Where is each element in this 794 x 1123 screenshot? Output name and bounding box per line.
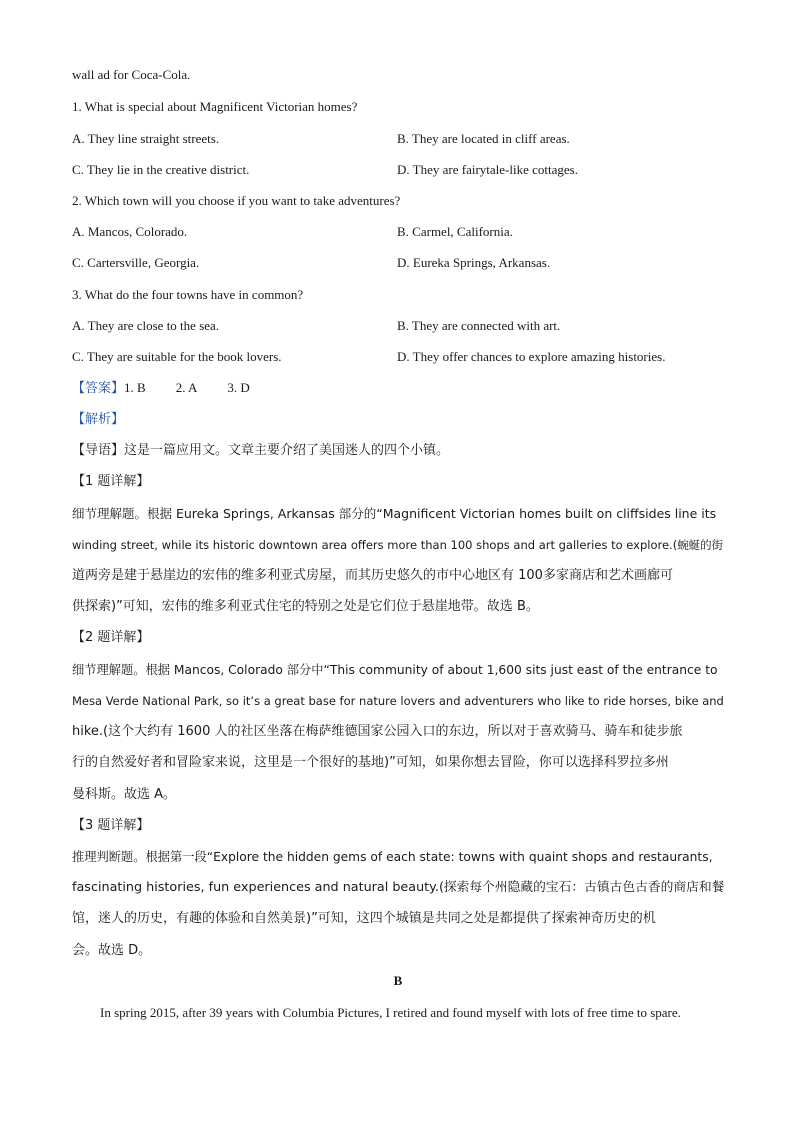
question-3-options-row-2: [72, 348, 724, 366]
question-3-stem: 3. What do the four towns have in common?: [72, 287, 304, 302]
option-3b: B. They are connected with art.: [397, 318, 561, 333]
guide-text: 【导语】这是一篇应用文。文章主要介绍了美国迷人的四个小镇。: [72, 443, 450, 458]
option-1c: C. They lie in the creative district.: [72, 162, 250, 177]
answer-item-1: 1. B: [124, 380, 146, 395]
detail-1-line-2: winding street, while its historic downtown area offers more than 100 shops and art galleries to explore.(蜿蜒的街: [72, 538, 724, 552]
option-1d: D. They are fairytale-like cottages.: [397, 162, 578, 177]
detail-2-line-4: 行的自然爱好者和冒险家来说，这里是一个很好的基地)”可知，如果你想去冒险，你可以选择科罗拉多州: [72, 755, 669, 770]
option-1b: B. They are located in cliff areas.: [397, 131, 570, 146]
detail-3-line-1: 推理判断题。根据第一段“Explore the hidden gems of each state: towns with quaint shops and restaurants,: [72, 850, 713, 864]
detail-3-line-3: 馆，迷人的历史，有趣的体验和自然美景)”可知，这四个城镇是共同之处是都提供了探索神奇历史的机: [72, 911, 656, 926]
detail-2-line-3: hike.(这个大约有 1600 人的社区坐落在梅萨维德国家公园入口的东边，所以对于喜欢骑马、骑车和徒步旅: [72, 724, 683, 739]
detail-1-line-1: 细节理解题。根据 Eureka Springs, Arkansas 部分的“Magnificent Victorian homes built on cliffsides line its: [72, 506, 717, 521]
detail-3-heading: 【3 题详解】: [72, 818, 150, 833]
question-1-stem: 1. What is special about Magnificent Victorian homes?: [72, 99, 358, 114]
section-b-heading: B: [393, 973, 403, 988]
analysis-label: 【解析】: [72, 412, 125, 427]
option-1a: A. They line straight streets.: [72, 131, 220, 146]
option-2b: B. Carmel, California.: [397, 224, 513, 239]
option-2c: C. Cartersville, Georgia.: [72, 255, 200, 270]
question-2-options-row-1: [72, 223, 724, 241]
option-3d: D. They offer chances to explore amazing histories.: [397, 349, 666, 364]
detail-1-line-4: 供探索)”可知，宏伟的维多利亚式住宅的特别之处是它们位于悬崖地带。故选 B。: [72, 599, 539, 614]
option-2d: D. Eureka Springs, Arkansas.: [397, 255, 551, 270]
question-3-options-row-1: [72, 317, 724, 335]
answer-item-3: 3. D: [227, 380, 250, 395]
question-2-stem: 2. Which town will you choose if you want to take adventures?: [72, 193, 401, 208]
intro-line: wall ad for Coca-Cola.: [72, 67, 191, 82]
answer-label: 【答案】: [72, 381, 125, 396]
option-3a: A. They are close to the sea.: [72, 318, 220, 333]
detail-1-line-3: 道两旁是建于悬崖边的宏伟的维多利亚式房屋，而其历史悠久的市中心地区有 100多家商店和艺术画廊可: [72, 568, 673, 583]
detail-1-heading: 【1 题详解】: [72, 474, 150, 489]
option-3c: C. They are suitable for the book lovers.: [72, 349, 282, 364]
detail-2-line-2: Mesa Verde National Park, so it’s a great base for nature lovers and adventurers who like to ride horses, bike and: [72, 694, 724, 708]
option-2a: A. Mancos, Colorado.: [72, 224, 188, 239]
detail-3-line-4: 会。故选 D。: [72, 943, 152, 958]
detail-3-line-2: fascinating histories, fun experiences and natural beauty.(探索每个州隐藏的宝石：古镇古色古香的商店和餐: [72, 880, 725, 895]
detail-2-line-1: 细节理解题。根据 Mancos, Colorado 部分中“This community of about 1,600 sits just east of the entrance to: [72, 663, 718, 677]
detail-2-line-5: 曼科斯。故选 A。: [72, 787, 177, 802]
answer-item-2: 2. A: [175, 380, 198, 395]
question-1-options-row-1: [72, 130, 724, 148]
question-1-options-row-2: [72, 161, 724, 179]
answer-line: [72, 379, 280, 398]
section-b-first-line: In spring 2015, after 39 years with Columbia Pictures, I retired and found myself with lots of free time to spare.: [100, 1005, 681, 1020]
detail-2-heading: 【2 题详解】: [72, 630, 150, 645]
question-2-options-row-2: [72, 254, 724, 272]
